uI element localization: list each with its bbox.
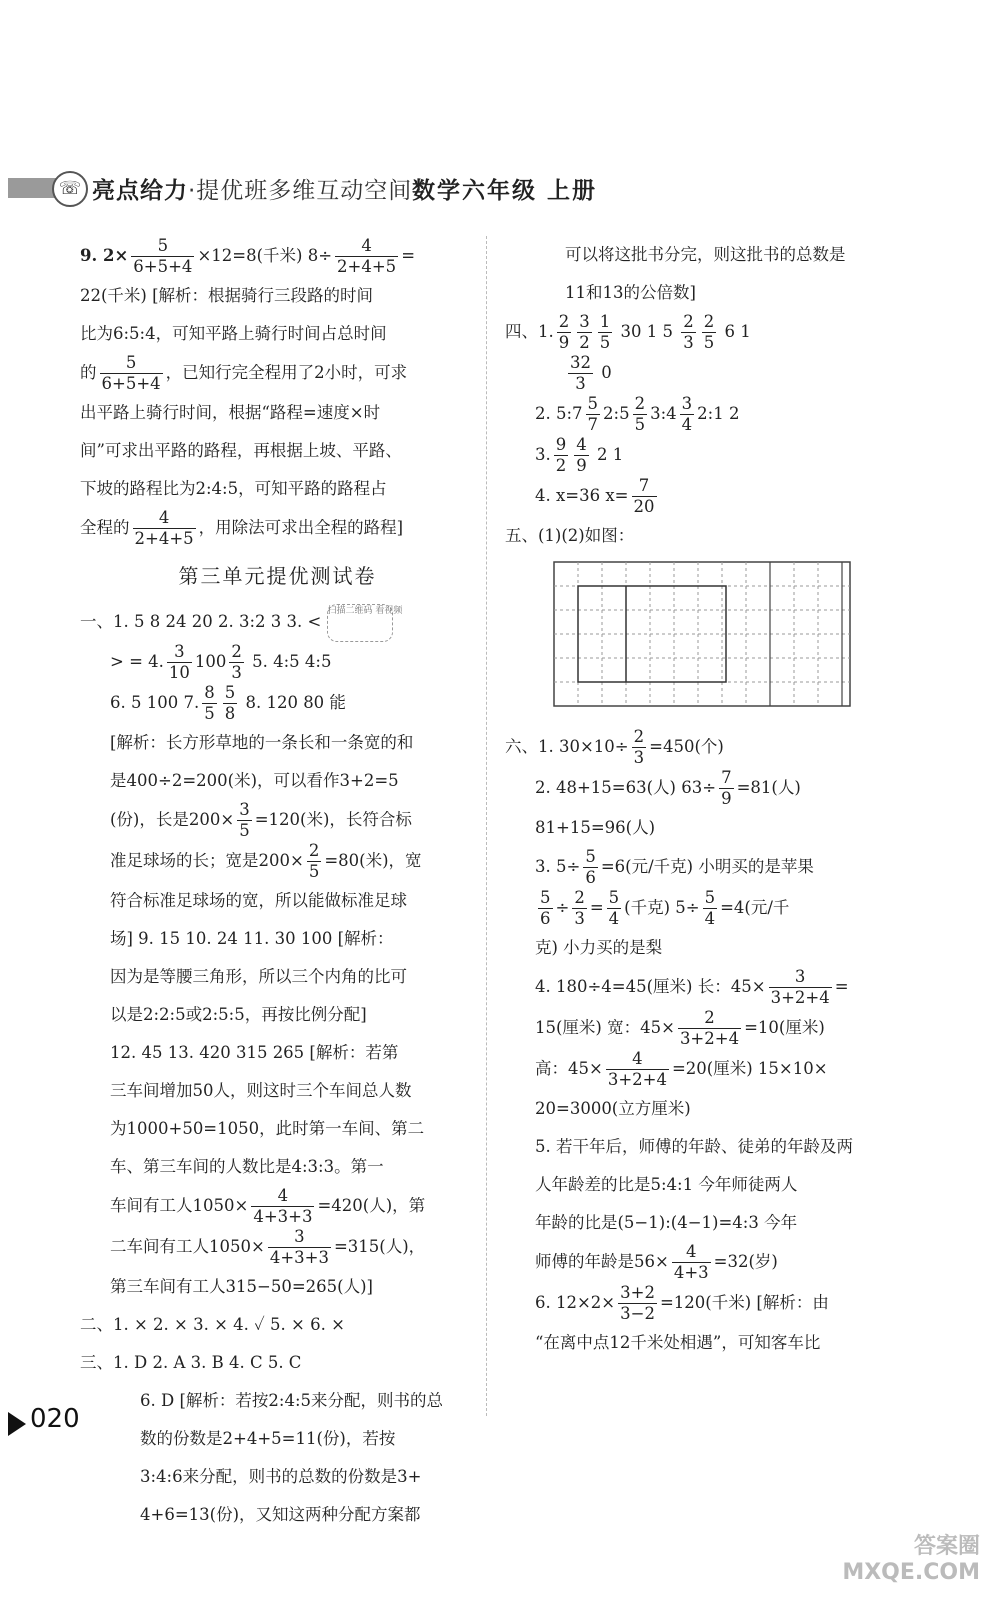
fraction: $\frac{3}{2}$ bbox=[579, 312, 590, 352]
answer-line: 2. 48+15=63(人) 63÷ $\frac{7}{9}$ =81(人) bbox=[535, 768, 801, 808]
qr-stamp-icon: 扫描二维码 看视频 bbox=[327, 604, 393, 642]
page-number: 020 bbox=[30, 1404, 80, 1434]
answer-line: 3. $\frac{9}{2}$ $\frac{4}{9}$ 2 1 bbox=[535, 435, 624, 475]
fraction: $\frac{4}{3+2+4}$ bbox=[607, 1049, 667, 1089]
grid-figure bbox=[553, 561, 900, 721]
fraction: $\frac{7}{9}$ bbox=[721, 768, 732, 808]
answer-line: 11和13的公倍数] bbox=[565, 283, 696, 302]
answer-line: 间”可求出平路的路程，再根据上坡、平路、 bbox=[80, 441, 402, 460]
fraction: $\frac{4}{2+4+5}$ bbox=[337, 236, 397, 276]
answer-line: 年龄的比是(5−1):(4−1)=4:3 今年 bbox=[535, 1213, 798, 1232]
answer-line: 6. 12×2× $\frac{3+2}{3-2}$ =120(千米) [解析：由 bbox=[535, 1283, 829, 1323]
fraction: $\frac{2}{5}$ bbox=[703, 312, 715, 352]
answer-line: 全程的 $\frac{4}{2+4+5}$ ，用除法可求出全程的路程] bbox=[80, 508, 404, 548]
fraction: $\frac{5}{6}$ bbox=[540, 888, 551, 928]
answer-line: 5. 若干年后，师傅的年龄、徒弟的年龄及两 bbox=[535, 1137, 853, 1156]
answer-line: 81+15=96(人) bbox=[535, 818, 656, 837]
column-divider bbox=[486, 236, 487, 1416]
answer-line: 克) 小力买的是梨 bbox=[535, 938, 663, 957]
answer-line: 为1000+50=1050，此时第一车间、第二 bbox=[110, 1118, 425, 1138]
fraction: $\frac{2}{5}$ bbox=[634, 394, 646, 434]
fraction: $\frac{32}{3}$ bbox=[570, 353, 591, 393]
fraction: $\frac{1}{5}$ bbox=[599, 312, 611, 352]
answer-line: 3:4:6来分配，则书的总数的份数是3+ bbox=[140, 1466, 422, 1486]
answer-line: 15(厘米) 宽：45× $\frac{2}{3+2+4}$ =10(厘米) bbox=[535, 1008, 825, 1048]
fraction: $\frac{3+2}{3-2}$ bbox=[620, 1283, 655, 1323]
answer-line: 人年龄差的比是5:4:1 今年师徒两人 bbox=[535, 1175, 798, 1194]
left-column bbox=[80, 236, 475, 1534]
section-heading: 第三单元提优测试卷 bbox=[178, 564, 377, 588]
answer-line: 二、1. × 2. × 3. × 4. ✓ 5. × 6. × bbox=[80, 1314, 345, 1334]
answer-line: 是400÷2=200(米)，可以看作3+2=5 bbox=[110, 770, 399, 790]
fraction: $\frac{5}{6+5+4}$ bbox=[101, 353, 161, 393]
answer-line: $\frac{5}{6}$ ÷ $\frac{2}{3}$ = $\frac{5}{4}$ (千克) 5÷ $\frac{5}{4}$ =4(元/千 bbox=[540, 888, 790, 928]
answer-line: 3. 5÷ $\frac{5}{6}$ =6(元/千克) 小明买的是苹果 bbox=[535, 847, 814, 887]
grid-svg bbox=[553, 561, 851, 707]
fraction: $\frac{5}{6+5+4}$ bbox=[133, 236, 193, 276]
answer-line: 数的份数是2+4+5=11(份)，若按 bbox=[140, 1428, 396, 1448]
fraction: $\frac{5}{4}$ bbox=[608, 888, 620, 928]
fraction: $\frac{5}{7}$ bbox=[587, 394, 599, 434]
answer-line: 第三车间有工人315−50=265(人)] bbox=[110, 1276, 373, 1296]
answer-line: $\frac{32}{3}$ 0 bbox=[570, 353, 612, 393]
answer-line: 6. D [解析：若按2:4:5来分配，则书的总 bbox=[140, 1390, 444, 1410]
page-arrow-icon bbox=[8, 1412, 26, 1436]
answer-line: 4+6=13(份)，又知这两种分配方案都 bbox=[140, 1504, 421, 1524]
brand-logo-icon: ☏ bbox=[52, 171, 88, 207]
answer-line: 一、1. 5 8 24 20 2. 3:2 3 3. < 扫描二维码 看视频 bbox=[80, 603, 475, 642]
answer-line: 6. 5 100 7. $\frac{8}{5}$ $\frac{5}{8}$ 8. 120 80 能 bbox=[110, 682, 346, 723]
watermark-url: MXQE.COM bbox=[842, 1560, 980, 1585]
answer-line: [解析：长方形草地的一条长和一条宽的和 bbox=[110, 732, 414, 752]
watermark-title: 答案圈 bbox=[913, 1534, 980, 1559]
answer-line: (份)，长是200× $\frac{3}{5}$ =120(米)，长符合标 bbox=[110, 799, 412, 840]
answer-line: > = 4. $\frac{3}{10}$ 100 $\frac{2}{3}$ 5. 4:5 4:5 bbox=[110, 641, 332, 682]
answer-line: 9. 2× $\frac{5}{6+5+4}$ ×12=8(千米) 8÷ $\frac{4}{2+4+5}$ = bbox=[80, 236, 416, 276]
answer-line: 车间有工人1050× $\frac{4}{4+3+3}$ =420(人)，第 bbox=[110, 1185, 426, 1226]
fraction: $\frac{3}{5}$ bbox=[239, 799, 250, 840]
answer-line: 4. 180÷4=45(厘米) 长：45× $\frac{3}{3+2+4}$ = bbox=[535, 967, 849, 1007]
page-header bbox=[0, 168, 1000, 208]
answer-line: 以是2:2:5或2:5:5，再按比例分配] bbox=[110, 1004, 367, 1024]
fraction: $\frac{3}{4+3+3}$ bbox=[269, 1226, 329, 1267]
fraction: $\frac{4}{4+3+3}$ bbox=[253, 1185, 313, 1226]
answer-line: 因为是等腰三角形，所以三个内角的比可 bbox=[110, 966, 407, 986]
fraction: $\frac{4}{9}$ bbox=[576, 435, 587, 475]
answer-line: 符合标准足球场的宽，所以能做标准足球 bbox=[110, 890, 407, 910]
answer-line: 12. 45 13. 420 315 265 [解析：若第 bbox=[110, 1042, 399, 1062]
answer-line: 师傅的年龄是56× $\frac{4}{4+3}$ =32(岁) bbox=[535, 1242, 778, 1282]
fraction: $\frac{5}{4}$ bbox=[704, 888, 716, 928]
fraction: $\frac{3}{4}$ bbox=[681, 394, 693, 434]
fraction: $\frac{2}{3}$ bbox=[574, 888, 585, 928]
fraction: $\frac{8}{5}$ bbox=[204, 682, 215, 723]
answer-line: “在离中点12千米处相遇”，可知客车比 bbox=[535, 1333, 821, 1352]
answer-line: 场] 9. 15 10. 24 11. 30 100 [解析： bbox=[110, 928, 394, 948]
fraction: $\frac{2}{5}$ bbox=[308, 840, 320, 881]
answer-line: 下坡的路程比为2:4:5，可知平路的路程占 bbox=[80, 479, 387, 498]
answer-line: 比为6:5:4，可知平路上骑行时间占总时间 bbox=[80, 324, 387, 343]
fraction: $\frac{5}{8}$ bbox=[224, 682, 236, 723]
fraction: $\frac{2}{3+2+4}$ bbox=[679, 1008, 740, 1048]
fraction: $\frac{2}{3}$ bbox=[633, 727, 645, 767]
fraction: $\frac{5}{6}$ bbox=[585, 847, 596, 887]
fraction: $\frac{7}{20}$ bbox=[633, 476, 655, 516]
answer-line: 车、第三车间的人数比是4:3:3。第一 bbox=[110, 1156, 384, 1176]
fraction: $\frac{2}{9}$ bbox=[558, 312, 570, 352]
answer-line: 四、1. $\frac{2}{9}$ $\frac{3}{2}$ $\frac{1}{5}$ 30 1 5 $\frac{2}{3}$ $\frac{2}{5}$ 6 1 bbox=[505, 312, 751, 352]
fraction: $\frac{3}{10}$ bbox=[168, 641, 190, 682]
fraction: $\frac{2}{3}$ bbox=[683, 312, 694, 352]
answer-line: 可以将这批书分完，则这批书的总数是 bbox=[565, 245, 846, 264]
answer-line: 的 $\frac{5}{6+5+4}$ ，已知行完全程用了2小时，可求 bbox=[80, 353, 408, 393]
answer-line: 二车间有工人1050× $\frac{3}{4+3+3}$ =315(人)， bbox=[110, 1226, 426, 1267]
brand-name: 亮点给力 bbox=[92, 178, 188, 204]
answer-line: 20=3000(立方厘米) bbox=[535, 1099, 691, 1118]
brand-sub: ·提优班多维互动空间 bbox=[188, 178, 413, 204]
fraction: $\frac{4}{2+4+5}$ bbox=[134, 508, 194, 548]
answer-line: 三、1. D 2. A 3. B 4. C 5. C bbox=[80, 1352, 302, 1372]
answer-line: 准足球场的长；宽是200× $\frac{2}{5}$ =80(米)，宽 bbox=[110, 840, 422, 881]
answer-line: 4. x=36 x= $\frac{7}{20}$ bbox=[535, 476, 655, 516]
fraction: $\frac{3}{3+2+4}$ bbox=[770, 967, 830, 1007]
answer-line: 三车间增加50人，则这时三个车间总人数 bbox=[110, 1080, 412, 1100]
fraction: $\frac{9}{2}$ bbox=[555, 435, 567, 475]
answer-line: 高：45× $\frac{4}{3+2+4}$ =20(厘米) 15×10× bbox=[535, 1049, 828, 1089]
watermark bbox=[842, 1534, 980, 1586]
header-subject: 数学六年级 上册 bbox=[412, 178, 598, 204]
answer-line: 五、(1)(2)如图： bbox=[505, 526, 635, 545]
answer-line: 六、1. 30×10÷ $\frac{2}{3}$ =450(个) bbox=[505, 727, 724, 767]
answer-line: 出平路上骑行时间，根据“路程=速度×时 bbox=[80, 403, 381, 422]
header-title bbox=[92, 172, 412, 205]
answer-line: 22(千米) [解析：根据骑行三段路的时间 bbox=[80, 286, 374, 305]
fraction: $\frac{2}{3}$ bbox=[231, 641, 242, 682]
fraction: $\frac{4}{4+3}$ bbox=[673, 1242, 709, 1282]
answer-line: 2. 5:7 $\frac{5}{7}$ 2:5 $\frac{2}{5}$ 3:4 $\frac{3}{4}$ 2:1 2 bbox=[535, 394, 740, 434]
right-column bbox=[505, 236, 900, 1362]
